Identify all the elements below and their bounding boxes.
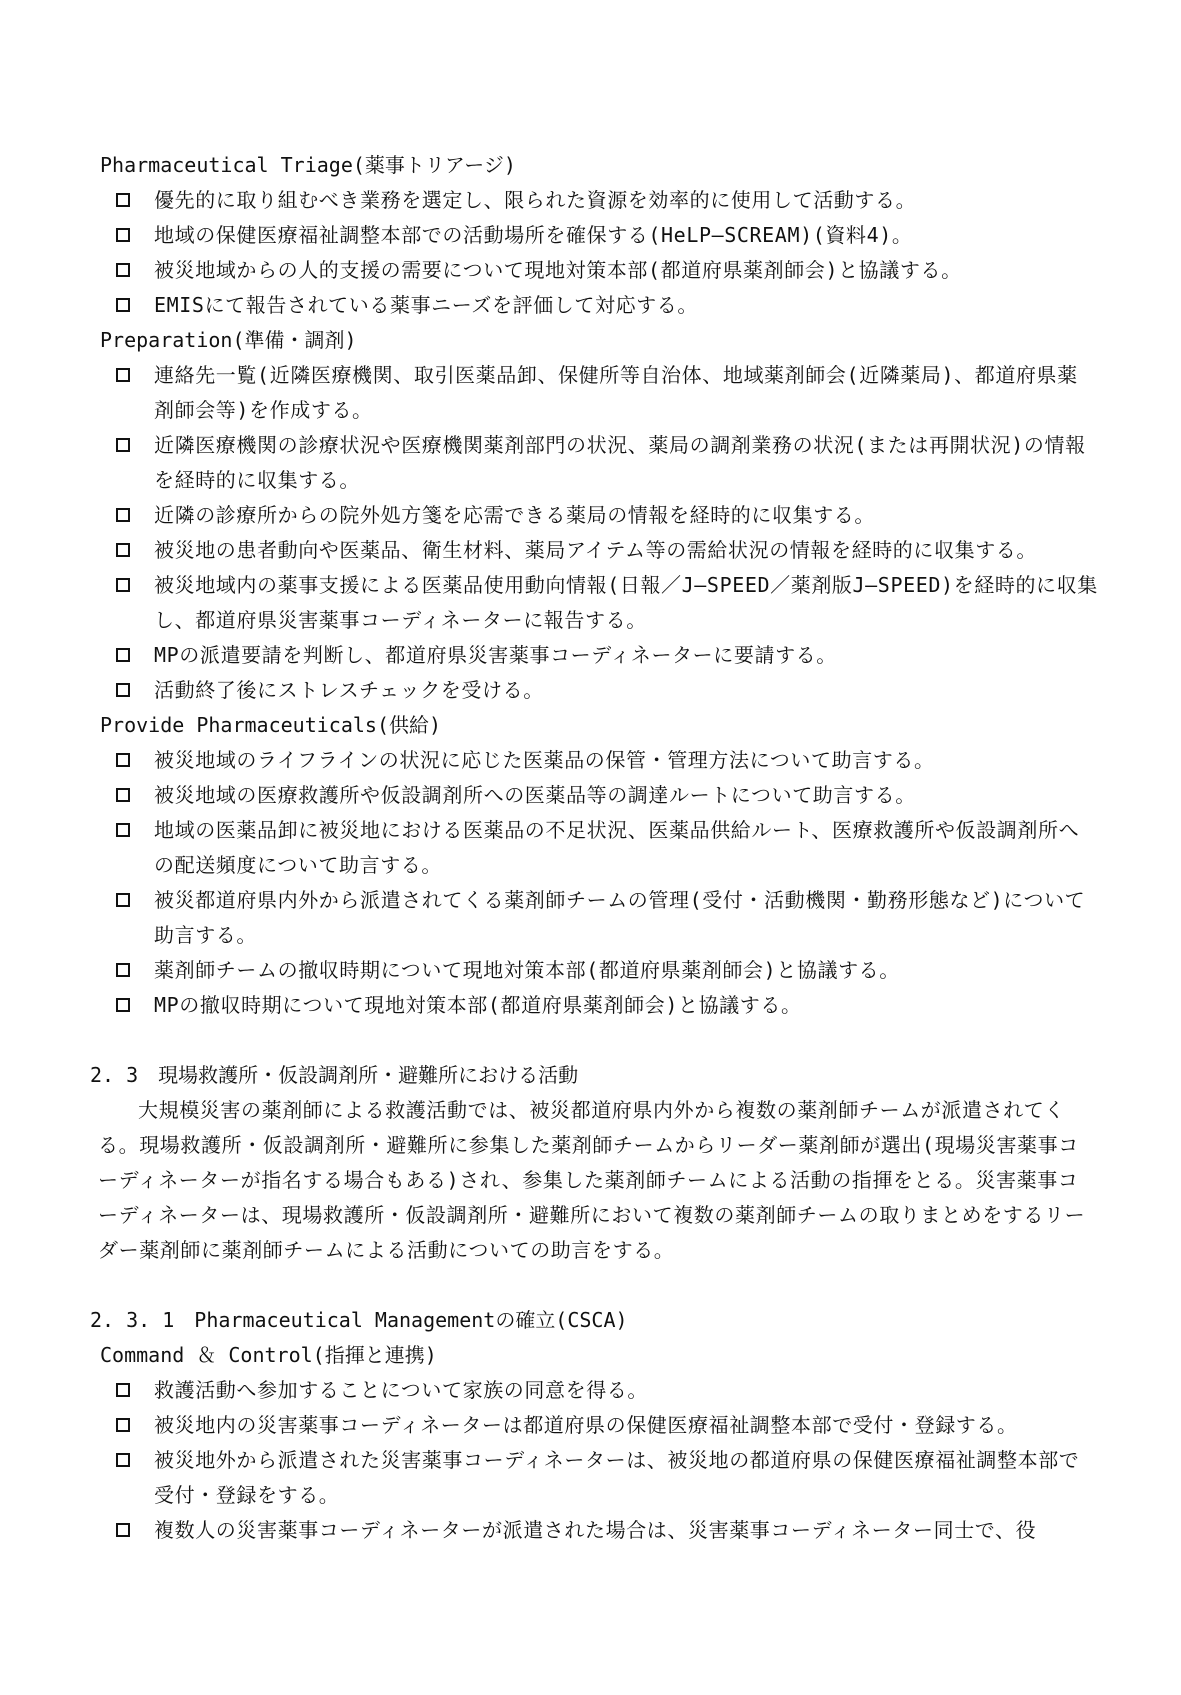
checklist-item [98, 218, 1098, 253]
checkbox-icon[interactable] [116, 963, 130, 977]
checklist-item-text: 複数人の災害薬事コーディネーターが派遣された場合は、災害薬事コーディネーター同士で、役 [154, 1518, 1037, 1542]
section-2-3-title: 2. 3 現場救護所・仮設調剤所・避難所における活動 [90, 1063, 579, 1087]
checklist-item [98, 743, 1098, 778]
checklist-item [98, 1513, 1098, 1548]
checkbox-icon[interactable] [116, 1453, 130, 1467]
checklist-item [98, 883, 1098, 953]
checklist-item-text: 連絡先一覧(近隣医療機関、取引医薬品卸、保健所等自治体、地域薬剤師会(近隣薬局)、都道府県薬剤師会等)を作成する。 [154, 363, 1078, 422]
checklist-item-text: EMISにて報告されている薬事ニーズを評価して対応する。 [154, 293, 698, 317]
checkbox-icon[interactable] [116, 228, 130, 242]
checklist-item-text: 地域の保健医療福祉調整本部での活動場所を確保する(HeLP—SCREAM)(資料4)。 [154, 223, 913, 247]
checklist-item [98, 358, 1098, 428]
spacer [98, 1023, 1098, 1058]
checklist-item-text: 被災地域のライフラインの状況に応じた医薬品の保管・管理方法について助言する。 [154, 748, 935, 772]
preparation-heading: Preparation(準備・調剤) [100, 328, 357, 352]
checklist-item-text: 活動終了後にストレスチェックを受ける。 [154, 678, 544, 702]
checkbox-icon[interactable] [116, 263, 130, 277]
checklist-item-text: 薬剤師チームの撤収時期について現地対策本部(都道府県薬剤師会)と協議する。 [154, 958, 900, 982]
checkbox-icon[interactable] [116, 508, 130, 522]
checkbox-icon[interactable] [116, 753, 130, 767]
checklist-item [98, 533, 1098, 568]
checkbox-icon[interactable] [116, 298, 130, 312]
checkbox-icon[interactable] [116, 893, 130, 907]
checkbox-icon[interactable] [116, 1418, 130, 1432]
checklist-item-text: MPの撤収時期について現地対策本部(都道府県薬剤師会)と協議する。 [154, 993, 802, 1017]
checklist-item-text: MPの派遣要請を判断し、都道府県災害薬事コーディネーターに要請する。 [154, 643, 837, 667]
checklist-item [98, 428, 1098, 498]
checklist-item-text: 救護活動へ参加することについて家族の同意を得る。 [154, 1378, 648, 1402]
checklist-item-text: 近隣医療機関の診療状況や医療機関薬剤部門の状況、薬局の調剤業務の状況(または再開状況)の情報を経時的に収集する。 [154, 433, 1086, 492]
checkbox-icon[interactable] [116, 648, 130, 662]
section-2-3-paragraph: 大規模災害の薬剤師による救護活動では、被災都道府県内外から複数の薬剤師チームが派遣されてくる。現場救護所・仮設調剤所・避難所に参集した薬剤師チームからリーダー薬剤師が選出(現場災害薬事コーディネーターが指名する場合もある)され、参集した薬剤師チームによる活動の指揮をとる。災害薬事コーディネーターは、現場救護所・仮設調剤所・避難所において複数の薬剤師チームの取りまとめをするリーダー薬剤師に薬剤師チームによる活動についての助言をする。 [98, 1098, 1086, 1262]
checkbox-icon[interactable] [116, 438, 130, 452]
checklist-item [98, 253, 1098, 288]
checklist-item [98, 1443, 1098, 1513]
checklist-item-text: 被災都道府県内外から派遣されてくる薬剤師チームの管理(受付・活動機関・勤務形態など)について助言する。 [154, 888, 1086, 947]
checklist-item [98, 1408, 1098, 1443]
checklist-item [98, 813, 1098, 883]
checklist-item [98, 638, 1098, 673]
checklist-item [98, 778, 1098, 813]
checklist-item [98, 953, 1098, 988]
checklist-item [98, 673, 1098, 708]
checklist-item [98, 498, 1098, 533]
checklist-item-text: 被災地域の医療救護所や仮設調剤所への医薬品等の調達ルートについて助言する。 [154, 783, 916, 807]
checkbox-icon[interactable] [116, 543, 130, 557]
checklist-item-text: 被災地の患者動向や医薬品、衛生材料、薬局アイテム等の需給状況の情報を経時的に収集する。 [154, 538, 1037, 562]
checklist-item [98, 288, 1098, 323]
checkbox-icon[interactable] [116, 788, 130, 802]
spacer [98, 1268, 1098, 1303]
checklist-item-text: 被災地域内の薬事支援による医薬品使用動向情報(日報／J—SPEED／薬剤版J—SPEED)を経時的に収集し、都道府県災害薬事コーディネーターに報告する。 [154, 573, 1098, 632]
checklist-item-text: 地域の医薬品卸に被災地における医薬品の不足状況、医薬品供給ルート、医療救護所や仮設調剤所への配送頻度について助言する。 [154, 818, 1080, 877]
checkbox-icon[interactable] [116, 578, 130, 592]
checkbox-icon[interactable] [116, 683, 130, 697]
checkbox-icon[interactable] [116, 193, 130, 207]
checkbox-icon[interactable] [116, 1383, 130, 1397]
checklist-item-text: 被災地内の災害薬事コーディネーターは都道府県の保健医療福祉調整本部で受付・登録する。 [154, 1413, 1018, 1437]
command-control-heading: Command ＆ Control(指揮と連携) [100, 1343, 437, 1367]
checklist-item-text: 被災地域からの人的支援の需要について現地対策本部(都道府県薬剤師会)と協議する。 [154, 258, 962, 282]
triage-heading: Pharmaceutical Triage(薬事トリアージ) [100, 153, 516, 177]
document-content [90, 148, 1098, 1548]
checklist-item-text: 優先的に取り組むべき業務を選定し、限られた資源を効率的に使用して活動する。 [154, 188, 917, 212]
checkbox-icon[interactable] [116, 823, 130, 837]
checkbox-icon[interactable] [116, 998, 130, 1012]
checklist-item-text: 被災地外から派遣された災害薬事コーディネーターは、被災地の都道府県の保健医療福祉調整本部で受付・登録をする。 [154, 1448, 1080, 1507]
checklist-item [98, 988, 1098, 1023]
checklist-item [98, 183, 1098, 218]
checkbox-icon[interactable] [116, 368, 130, 382]
checklist-item [98, 1373, 1098, 1408]
checkbox-icon[interactable] [116, 1523, 130, 1537]
provide-heading: Provide Pharmaceuticals(供給) [100, 713, 442, 737]
section-2-3-1-title: 2. 3. 1 Pharmaceutical Managementの確立(CSCA) [90, 1308, 628, 1332]
checklist-item [98, 568, 1098, 638]
checklist-item-text: 近隣の診療所からの院外処方箋を応需できる薬局の情報を経時的に収集する。 [154, 503, 875, 527]
